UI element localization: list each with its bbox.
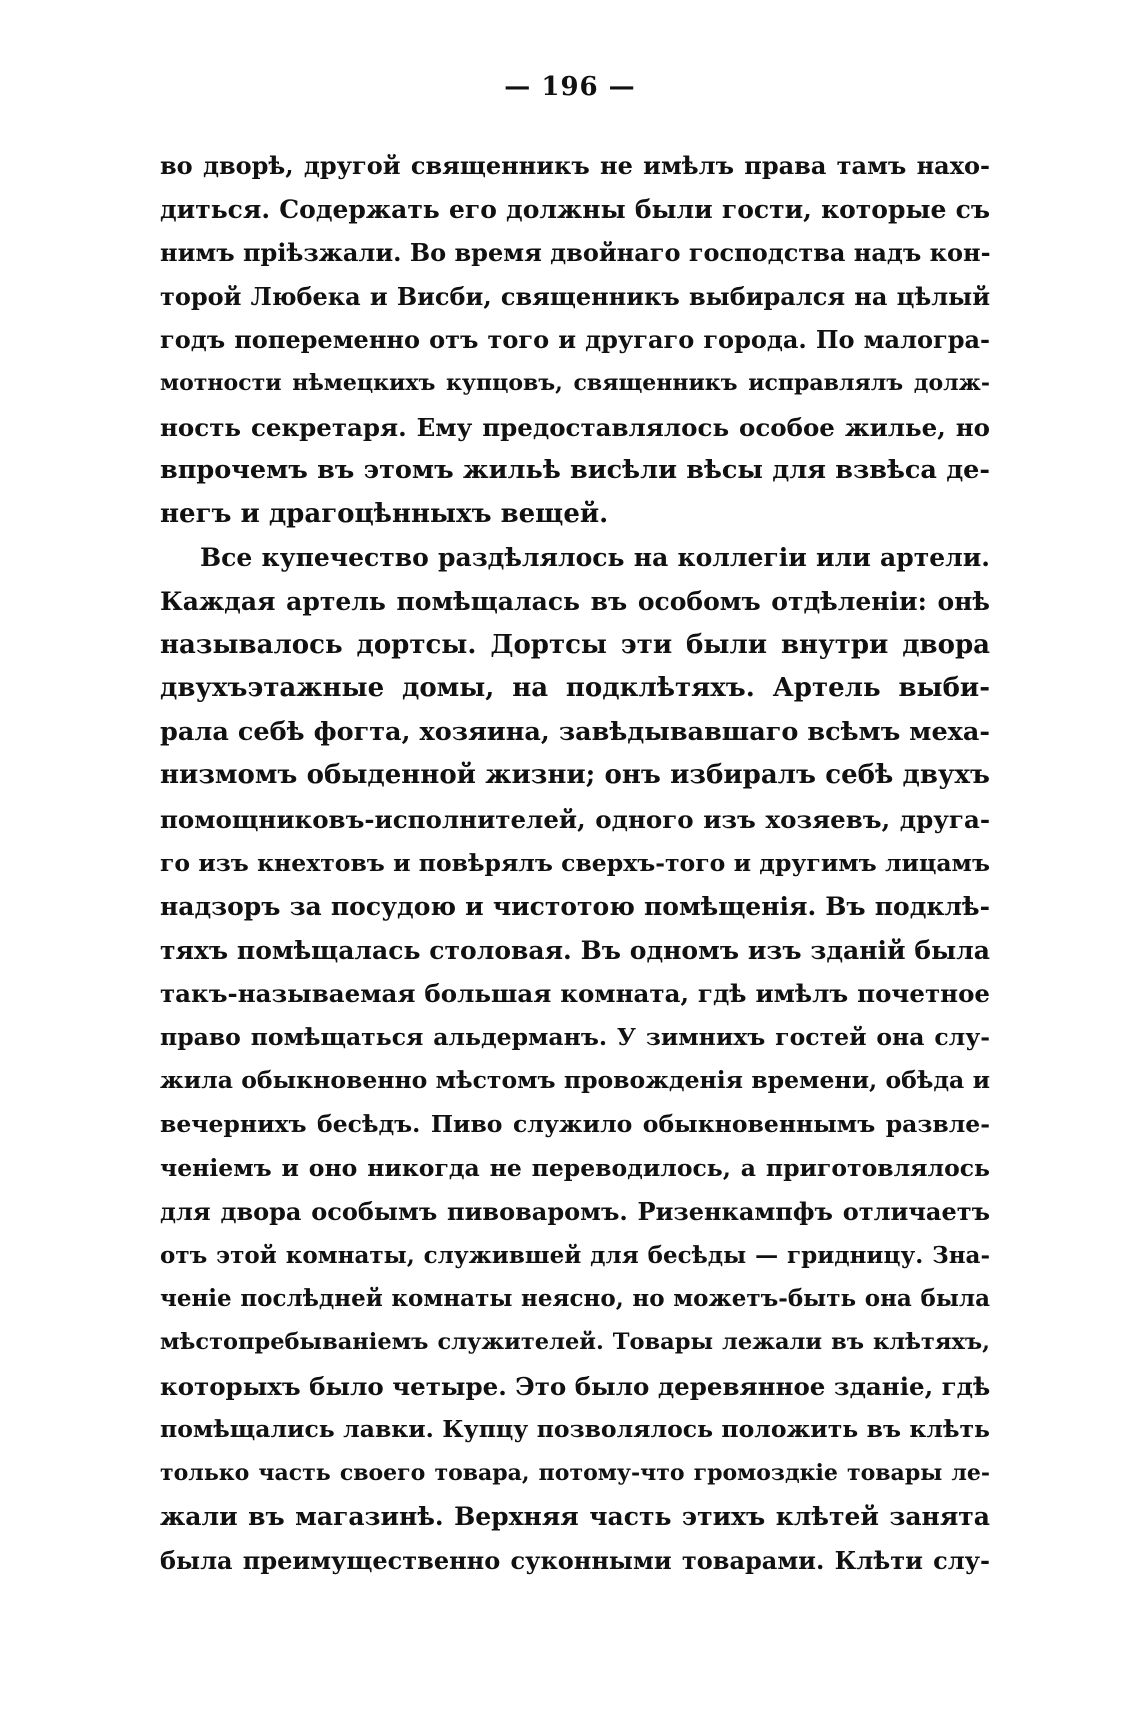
text-line: помощниковъ-исполнителей, одного изъ хозяевъ, друга- xyxy=(160,804,990,834)
text-line: помѣщались лавки. Купцу позволялось положить въ клѣть xyxy=(160,1415,990,1444)
text-line: годъ попеременно отъ того и другаго города. По малогра- xyxy=(160,325,990,355)
text-line: рала себѣ фогта, хозяина, завѣдывавшаго всѣмъ меха- xyxy=(160,716,990,747)
text-line: го изъ кнехтовъ и повѣрялъ сверхъ-того и другимъ лицамъ xyxy=(160,848,990,877)
body-text xyxy=(160,144,990,1583)
text-line: жали въ магазинѣ. Верхняя часть этихъ клѣтей занята xyxy=(160,1502,990,1532)
text-line: низмомъ обыденной жизни; онъ избиралъ себѣ двухъ xyxy=(160,760,990,791)
text-line: отъ этой комнаты, служившей для бесѣды — гридницу. Зна- xyxy=(160,1241,990,1269)
text-line: такъ-называемая большая комната, гдѣ имѣлъ почетное xyxy=(160,979,990,1009)
text-line: негъ и драгоцѣнныхъ вещей. xyxy=(160,498,609,529)
text-line: жила обыкновенно мѣстомъ провожденiя времени, обѣда и xyxy=(160,1066,990,1095)
text-line: вечернихъ бесѣдъ. Пиво служило обыкновеннымъ развле- xyxy=(160,1110,990,1139)
text-line: надзоръ за посудою и чистотою помѣщенiя. Въ подклѣ- xyxy=(160,892,990,922)
text-line: нимъ прiѣзжали. Во время двойнаго господства надъ кон- xyxy=(160,238,991,268)
text-line: диться. Содержать его должны были гости, которые съ xyxy=(160,194,990,224)
text-line: ченiе послѣдней комнаты неясно, но можетъ-быть она была xyxy=(160,1285,990,1313)
text-line: мотности нѣмецкихъ купцовъ, священникъ исправлялъ долж- xyxy=(160,369,990,396)
text-line: мѣстопребыванiемъ служителей. Товары лежали въ клѣтяхъ, xyxy=(160,1329,990,1356)
text-line: Каждая артель помѣщалась въ особомъ отдѣленiи: онѣ xyxy=(160,586,990,616)
page-number: — 196 — xyxy=(504,72,636,102)
text-line: ность секретаря. Ему предоставлялось особое жилье, но xyxy=(160,412,990,442)
text-line: которыхъ было четыре. Это было деревянное зданiе, гдѣ xyxy=(160,1371,991,1401)
text-line: для двора особымъ пивоваромъ. Ризенкампфъ отличаетъ xyxy=(160,1197,990,1227)
text-line: впрочемъ въ этомъ жильѣ висѣли вѣсы для взвѣса де- xyxy=(160,455,990,486)
text-line: во дворѣ, другой священникъ не имѣлъ права тамъ нахо- xyxy=(160,151,990,180)
text-line: торой Любека и Висби, священникъ выбирался на цѣлый xyxy=(160,281,990,311)
text-line: двухъэтажные домы, на подклѣтяхъ. Артель выби- xyxy=(160,673,990,704)
paragraph-1 xyxy=(160,144,990,536)
text-line: ченiемъ и оно никогда не переводилось, а приготовлялось xyxy=(160,1153,990,1182)
text-line: была преимущественно суконными товарами. Клѣти слу- xyxy=(160,1546,990,1575)
text-line: Все купечество раздѣлялось на коллегiи или артели. xyxy=(200,543,990,573)
text-line: называлось дортсы. Дортсы эти были внутри двора xyxy=(160,629,990,660)
text-line: право помѣщаться альдерманъ. У зимнихъ гостей она слу- xyxy=(160,1022,990,1051)
paragraph-2 xyxy=(160,536,990,1582)
text-line: тяхъ помѣщалась столовая. Въ одномъ изъ зданiй была xyxy=(160,935,990,965)
text-line: только часть своего товара, потому-что громоздкiе товары ле- xyxy=(160,1459,990,1486)
